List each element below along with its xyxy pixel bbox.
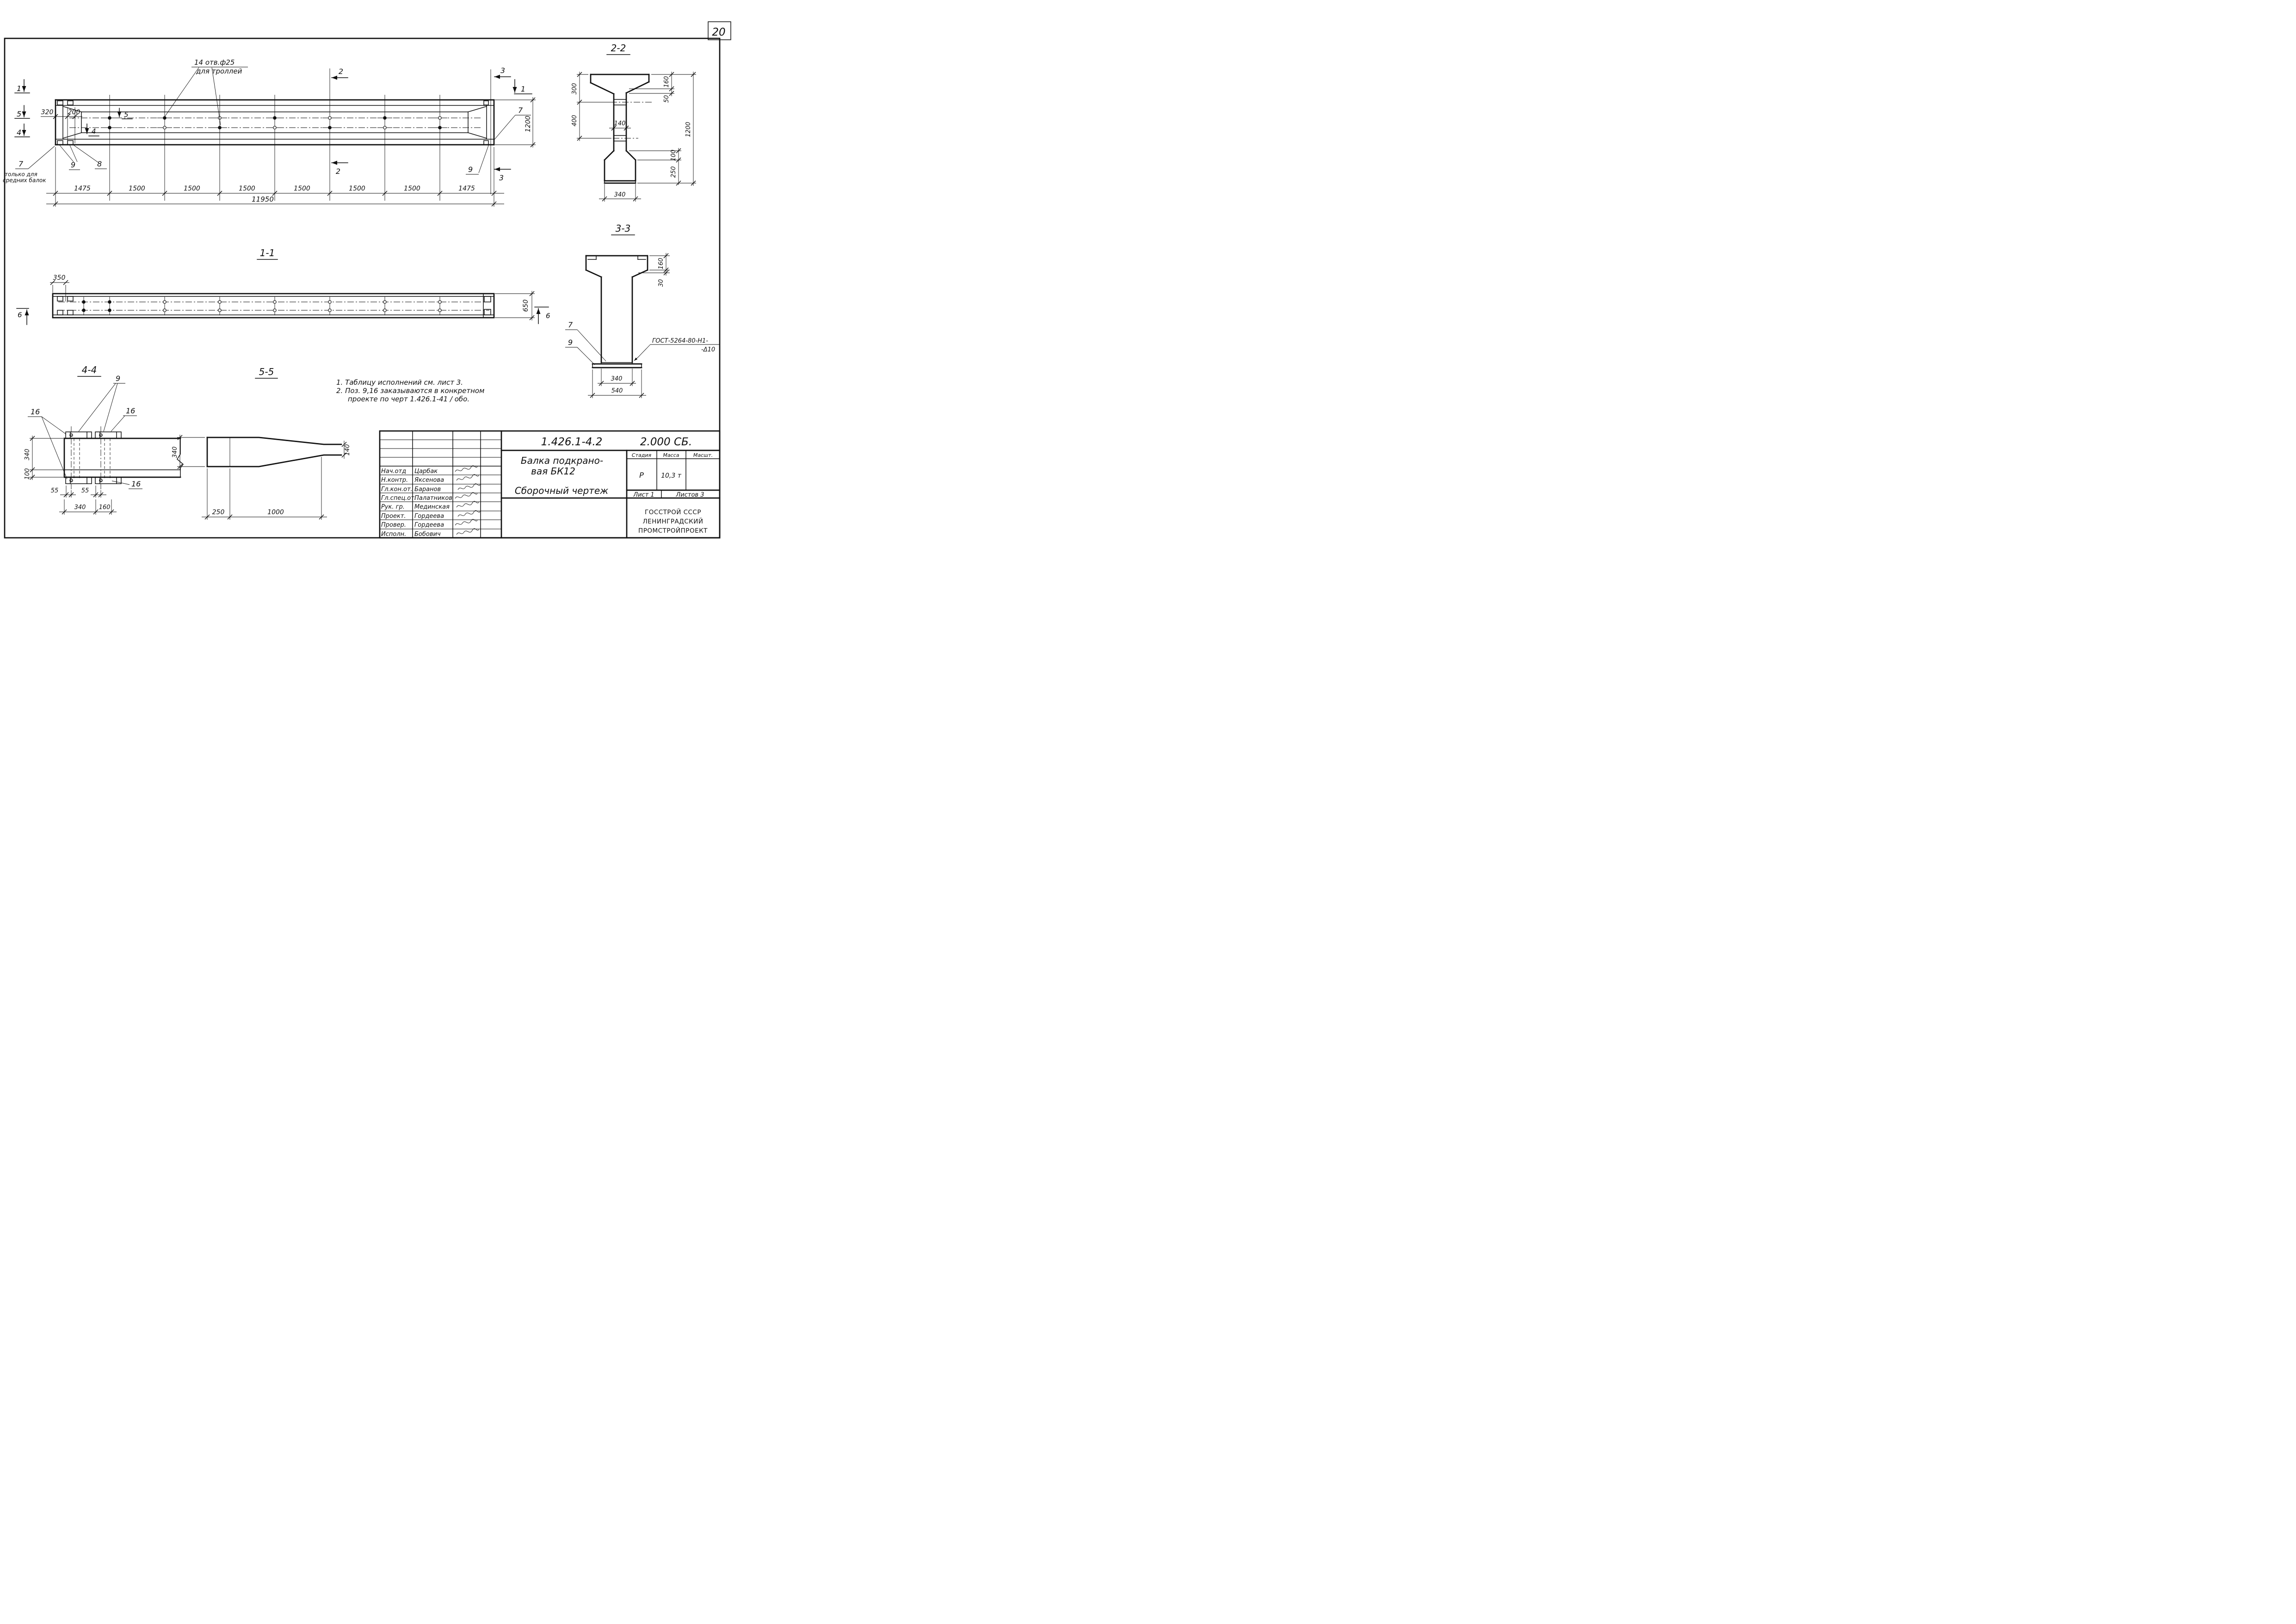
doc-code: 2.000 СБ.: [640, 436, 692, 448]
view-title: 4-4: [81, 364, 97, 375]
dim-label: 50: [663, 95, 670, 103]
holes-callout: [165, 58, 248, 125]
dim-label: 300: [571, 83, 578, 95]
item-7-left: [3, 146, 55, 184]
plan-title: [257, 247, 278, 259]
dim-label: 30: [658, 279, 665, 287]
dim-label: 340: [74, 504, 86, 511]
weld-label: ГОСТ-5264-80-Н1-: [652, 338, 708, 344]
sheet-numbers: [633, 490, 704, 498]
section-title: [607, 43, 630, 55]
dim-label: 140: [614, 120, 626, 127]
mark-label: 1: [17, 84, 22, 93]
item-8: [73, 145, 107, 169]
role-label: Провер.: [381, 522, 407, 529]
item-label: 9: [71, 160, 76, 169]
product-name: Сборочный чертеж: [514, 485, 609, 496]
dim-label: 55: [50, 487, 59, 494]
item-label: 9: [116, 374, 121, 383]
dim-label: 140: [344, 444, 351, 456]
role-label: Нач.отд: [381, 468, 407, 475]
dim-label: 340: [614, 191, 626, 198]
section-mark-6-right: [535, 307, 550, 324]
org-line: ГОССТРОЙ СССР: [644, 509, 702, 516]
product-name: вая БК12: [531, 466, 575, 477]
section-mark-3-bottom: [494, 169, 511, 182]
item-note: только для: [5, 171, 37, 178]
name-label: Гордеева: [414, 513, 444, 520]
section-mark-2-bottom: [332, 163, 348, 176]
section-mark-1-left: [15, 80, 30, 93]
item-label: 9: [568, 338, 573, 347]
signature: [455, 466, 477, 472]
note-line: проекте по черт 1.426.1-41 / обо.: [348, 395, 470, 403]
section-mark-1-right: [514, 80, 532, 94]
dim-label: 100: [24, 468, 31, 480]
col-scale: Масшт.: [693, 452, 713, 458]
signature: [457, 501, 479, 507]
plan-view-1-1: [17, 247, 550, 325]
item-label: 16: [131, 480, 141, 488]
section-mark-5-left: [15, 105, 30, 118]
dim-label: 1500: [239, 185, 255, 192]
signature: [455, 492, 477, 498]
section-4-4-dims: [24, 436, 117, 515]
dim-label: 160: [658, 258, 665, 270]
title-block: [380, 431, 720, 538]
dim-label: 250: [670, 166, 677, 178]
signature: [455, 519, 477, 525]
section-title: [611, 223, 635, 235]
dim-label: 250: [212, 509, 225, 516]
dim-label: 1475: [458, 185, 475, 192]
dim-label: 1475: [74, 185, 91, 192]
signature-table: [380, 431, 501, 538]
drawing-sheet: [0, 0, 765, 541]
section-3-3-dims: [588, 253, 670, 398]
mark-label: 6: [18, 311, 22, 319]
section-title: [255, 366, 278, 378]
role-label: Гл.спец.от.: [381, 495, 416, 502]
weld-designation: [634, 338, 720, 361]
dim-label: 1500: [349, 185, 365, 192]
elevation-view: [3, 58, 536, 207]
dim-label: 1500: [404, 185, 420, 192]
role-label: Рук. гр.: [381, 504, 405, 511]
dim-label: 650: [522, 299, 530, 312]
dim-label: 1200: [685, 122, 692, 137]
note-line: 2. Поз. 9,16 заказываются в конкретном: [336, 387, 485, 395]
section-mark-6-left: [17, 308, 29, 325]
mark-label: 6: [546, 312, 550, 320]
plan-outline: [53, 294, 494, 318]
stage-mass-scale: [627, 450, 720, 490]
plan-holes: [82, 297, 441, 315]
dim-label: 1500: [184, 185, 200, 192]
signature: [457, 529, 479, 535]
item-label: 7: [518, 106, 523, 115]
dim-320-200: [41, 109, 82, 119]
weld-label: -Δ10: [701, 346, 716, 353]
role-label: Н.контр.: [381, 477, 408, 484]
mark-label: 4: [17, 128, 22, 137]
note-line: 1. Таблицу исполнений см. лист 3.: [336, 378, 463, 387]
col-mass: Масса: [663, 452, 679, 458]
mark-label: 5: [17, 110, 22, 118]
trolley-holes: [102, 68, 447, 201]
section-mark-4-left: [15, 124, 30, 137]
section-mark-3-top: [494, 66, 511, 77]
section-5-5-shape: [207, 437, 341, 467]
item-9-left: [60, 145, 80, 170]
view-title: 5-5: [259, 366, 274, 377]
mark-label: 4: [92, 127, 96, 135]
name-label: Баранов: [414, 486, 441, 493]
item-label: 16: [31, 407, 40, 416]
dim-chain: [46, 147, 504, 207]
dim-1200-elev: [495, 97, 536, 148]
section-mark-4-inner: [87, 124, 99, 136]
embedded-plates: [57, 101, 488, 145]
mark-label: 5: [124, 111, 129, 119]
view-title: 2-2: [611, 43, 626, 54]
section-title: [78, 364, 101, 376]
section-4-4: [24, 364, 183, 515]
dim-label: 1000: [267, 509, 284, 516]
section-mark-5-inner: [119, 108, 132, 119]
name-label: Царбак: [414, 468, 438, 475]
mark-label: 2: [338, 67, 344, 76]
dim-label: 340: [24, 449, 31, 461]
sheets-label: Листов 3: [676, 492, 704, 498]
signature: [458, 484, 480, 490]
dim-label: 1500: [294, 185, 310, 192]
item-9-right: [466, 144, 489, 174]
signature: [457, 474, 479, 480]
item-label: 16: [126, 406, 136, 415]
view-title: 1-1: [259, 247, 275, 258]
item-label: 9: [468, 165, 473, 174]
col-stage: Стадия: [631, 452, 652, 458]
dim-label: 55: [81, 487, 89, 494]
dim-label: 1200: [525, 116, 532, 132]
org-line: ПРОМСТРОЙПРОЕКТ: [638, 527, 708, 535]
product-name: Балка подкрано-: [520, 455, 604, 466]
section-mark-2-top: [332, 67, 348, 78]
item-note: средних балок: [3, 177, 46, 184]
item-label: 7: [568, 320, 573, 329]
dim-label: 350: [53, 274, 66, 282]
role-label: Гл.кон.от.: [381, 486, 413, 493]
dim-label: 340: [611, 375, 623, 382]
stage-value: Р: [639, 471, 644, 480]
section-2-2-shape: [587, 74, 652, 183]
callout-text: для троллей: [196, 67, 242, 75]
dim-label: 200: [68, 109, 80, 116]
section-3-3: [565, 223, 720, 398]
section-4-4-shape: [64, 426, 183, 489]
view-title: 3-3: [615, 223, 631, 234]
dim-label: 340: [172, 446, 179, 458]
mark-label: 2: [335, 167, 341, 176]
dim-label: 400: [571, 115, 578, 127]
mass-value: 10,3 т: [661, 472, 681, 480]
dim-label: 540: [611, 388, 623, 394]
section-5-5-dims: [172, 435, 351, 520]
organization: [638, 508, 708, 535]
signature: [458, 511, 480, 517]
section-3-3-shape: [586, 256, 648, 368]
callout-text: 14 отв.ф25: [194, 58, 235, 67]
dim-label: 320: [41, 109, 54, 116]
item-label: 7: [19, 160, 24, 168]
item-label: 8: [97, 160, 102, 168]
name-label: Яксенова: [414, 477, 444, 484]
dim-label: 1500: [129, 185, 145, 192]
name-label: Мединская: [414, 504, 450, 511]
page-number: 20: [712, 26, 726, 38]
name-label: Гордеева: [414, 522, 444, 529]
mark-label: 3: [499, 173, 504, 182]
notes-block: [336, 378, 484, 403]
section-5-5: [172, 366, 351, 520]
name-label: Бобович: [414, 531, 441, 538]
dim-650: [495, 291, 535, 320]
name-label: Палатников: [414, 495, 453, 502]
role-label: Проект.: [381, 513, 406, 520]
item-9-sec33: [565, 338, 595, 365]
drawing-canvas: [0, 0, 765, 541]
doc-number: 1.426.1-4.2: [541, 436, 603, 448]
dim-label: 160: [663, 76, 670, 88]
dim-label: 11950: [252, 195, 274, 203]
section-2-2: [571, 43, 696, 202]
role-label: Исполн.: [381, 531, 407, 538]
dim-label: 160: [99, 504, 111, 511]
mark-label: 3: [500, 66, 506, 75]
section-2-2-dims: [571, 72, 696, 202]
dim-label: 100: [670, 149, 677, 161]
org-line: ЛЕНИНГРАДСКИЙ: [642, 518, 704, 525]
item-16-right: [111, 406, 137, 431]
mark-label: 1: [520, 85, 526, 93]
sheet-label: Лист 1: [633, 492, 654, 498]
